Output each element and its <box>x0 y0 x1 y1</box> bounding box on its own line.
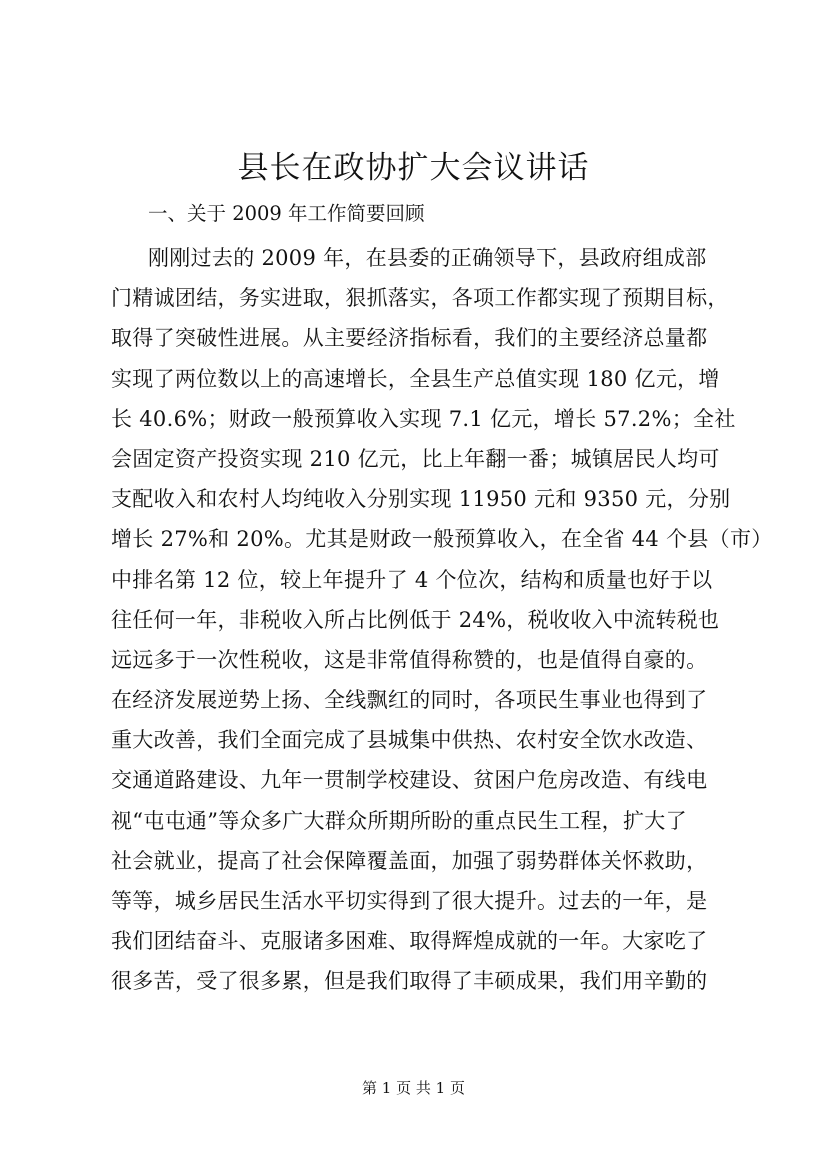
text-line: 支配收入和农村人均纯收入分别实现 11950 元和 9350 元，分别 <box>111 487 731 512</box>
text-line: 刚刚过去的 2009 年，在县委的正确领导下，县政府组成部 <box>148 246 707 270</box>
text-line: 社会就业，提高了社会保障覆盖面，加强了弱势群体关怀救助， <box>111 848 708 873</box>
text-line: 很多苦，受了很多累，但是我们取得了丰硕成果，我们用辛勤的 <box>111 969 708 994</box>
text-line: 在经济发展逆势上扬、全线飘红的同时，各项民生事业也得到了 <box>111 688 708 713</box>
text-line: 交通道路建设、九年一贯制学校建设、贫困户危房改造、有线电 <box>111 768 708 793</box>
text-line: 等等，城乡居民生活水平切实得到了很大提升。过去的一年，是 <box>111 889 708 913</box>
text-line: 增长 27%和 20%。尤其是财政一般预算收入，在全省 44 个县（市） <box>111 527 773 552</box>
text-line: 长 40.6%；财政一般预算收入实现 7.1 亿元，增长 57.2%；全社 <box>111 406 736 431</box>
text-line: 取得了突破性进展。从主要经济指标看，我们的主要经济总量都 <box>111 326 708 351</box>
page-footer: 第 1 页 共 1 页 <box>362 1079 465 1097</box>
text-line: 门精诚团结，务实进取，狠抓落实，各项工作都实现了预期目标， <box>111 286 729 311</box>
document-title: 县长在政协扩大会议讲话 <box>237 150 590 186</box>
text-line: 远远多于一次性税收，这是非常值得称赞的，也是值得自豪的。 <box>111 647 708 672</box>
text-line: 会固定资产投资实现 210 亿元，比上年翻一番；城镇居民人均可 <box>111 446 720 471</box>
text-line: 视“屯屯通”等众多广大群众所期所盼的重点民生工程，扩大了 <box>111 808 687 833</box>
text-line: 我们团结奋斗、克服诸多困难、取得辉煌成就的一年。大家吃了 <box>111 929 708 954</box>
body-text <box>111 238 773 1002</box>
section-heading: 一、关于 2009 年工作简要回顾 <box>148 202 425 225</box>
text-line: 实现了两位数以上的高速增长，全县生产总值实现 180 亿元，增 <box>111 366 720 391</box>
text-line: 重大改善，我们全面完成了县城集中供热、农村安全饮水改造、 <box>111 728 708 753</box>
text-line: 往任何一年，非税收入所占比例低于 24%，税收收入中流转税也 <box>111 607 720 632</box>
text-line: 中排名第 12 位，较上年提升了 4 个位次，结构和质量也好于以 <box>111 567 713 592</box>
